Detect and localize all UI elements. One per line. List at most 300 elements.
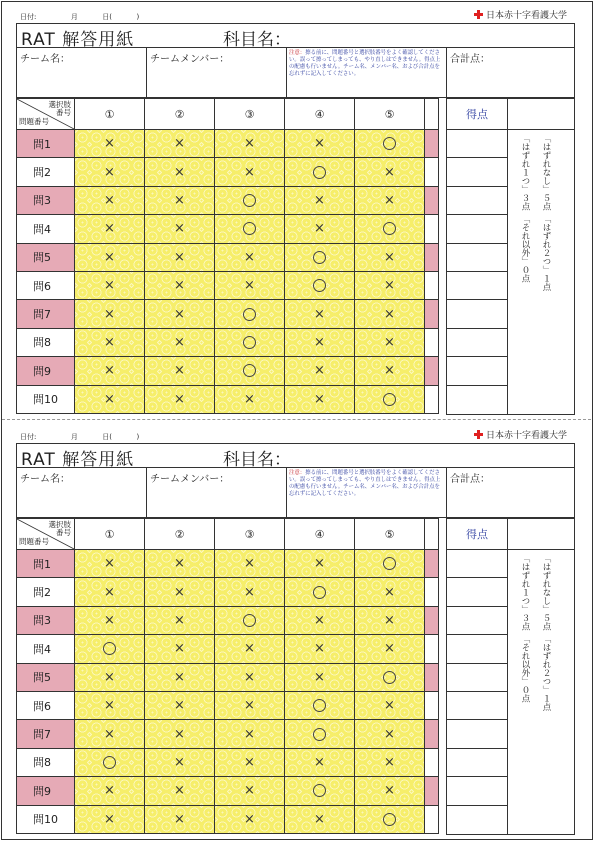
info-row bbox=[16, 467, 575, 518]
score-cell[interactable] bbox=[447, 720, 507, 748]
day-close: ) bbox=[136, 433, 140, 441]
answer-mark-wrong: × bbox=[384, 783, 395, 799]
score-cell[interactable] bbox=[447, 386, 507, 414]
scratch-cell[interactable] bbox=[75, 357, 145, 385]
scratch-cell[interactable] bbox=[285, 805, 355, 833]
score-cell[interactable] bbox=[447, 244, 507, 272]
answer-mark-wrong: × bbox=[104, 556, 115, 572]
row-marker bbox=[425, 385, 439, 413]
scratch-cell[interactable] bbox=[75, 328, 145, 356]
answer-mark-correct bbox=[243, 363, 256, 378]
scratch-cell[interactable] bbox=[215, 186, 285, 214]
scratch-cell[interactable] bbox=[215, 158, 285, 186]
answer-mark-correct bbox=[313, 278, 326, 293]
answer-mark-correct bbox=[383, 392, 396, 407]
answer-mark-wrong: × bbox=[174, 136, 185, 152]
row-marker bbox=[425, 550, 439, 578]
scratch-cell[interactable] bbox=[285, 243, 355, 271]
answer-grid bbox=[16, 518, 439, 834]
scratch-cell[interactable] bbox=[145, 215, 215, 243]
answer-mark-correct bbox=[313, 165, 326, 180]
table-row bbox=[17, 300, 439, 328]
score-panel bbox=[446, 518, 575, 835]
answer-mark-wrong: × bbox=[244, 164, 255, 180]
scratch-cell[interactable] bbox=[355, 300, 425, 328]
score-header: 得点 bbox=[447, 99, 508, 129]
answer-mark-wrong: × bbox=[384, 334, 395, 350]
scratch-cell[interactable] bbox=[145, 357, 215, 385]
question-label: 問7 bbox=[17, 720, 75, 748]
scratch-cell[interactable] bbox=[355, 357, 425, 385]
score-cell[interactable] bbox=[447, 749, 507, 777]
answer-mark-wrong: × bbox=[244, 278, 255, 294]
cut-line bbox=[2, 419, 591, 420]
marker-header bbox=[425, 99, 439, 130]
sheet-header bbox=[16, 8, 575, 23]
scratch-cell[interactable] bbox=[215, 550, 285, 578]
scratch-cell[interactable] bbox=[145, 748, 215, 776]
scratch-cell[interactable] bbox=[75, 300, 145, 328]
scratch-cell[interactable] bbox=[75, 385, 145, 413]
row-marker bbox=[425, 606, 439, 634]
answer-mark-correct bbox=[383, 812, 396, 827]
scratch-cell[interactable] bbox=[75, 130, 145, 158]
day-label: 日( bbox=[102, 13, 113, 21]
answer-mark-wrong: × bbox=[314, 221, 325, 237]
scratch-cell[interactable] bbox=[145, 130, 215, 158]
question-label: 問4 bbox=[17, 215, 75, 243]
row-marker bbox=[425, 805, 439, 833]
answer-mark-wrong: × bbox=[104, 669, 115, 685]
correct-circle-icon bbox=[313, 166, 326, 179]
scratch-cell[interactable] bbox=[215, 635, 285, 663]
score-cell[interactable] bbox=[447, 607, 507, 635]
date-label: 日付: bbox=[20, 433, 37, 441]
team-member-field[interactable] bbox=[147, 468, 287, 517]
answer-mark-wrong: × bbox=[384, 641, 395, 657]
question-number-label: 問題番号 bbox=[19, 117, 49, 126]
answer-mark-wrong: × bbox=[244, 641, 255, 657]
answer-mark-wrong: × bbox=[104, 221, 115, 237]
score-cell[interactable] bbox=[447, 635, 507, 663]
scratch-cell[interactable] bbox=[355, 748, 425, 776]
rule-text: 「はずれなし」５点 「はずれ２つ」１点 bbox=[541, 554, 551, 712]
row-marker bbox=[425, 357, 439, 385]
scratch-cell[interactable] bbox=[355, 635, 425, 663]
scratch-cell[interactable] bbox=[215, 328, 285, 356]
scratch-cell[interactable] bbox=[215, 357, 285, 385]
scratch-cell[interactable] bbox=[75, 606, 145, 634]
answer-mark-wrong: × bbox=[104, 726, 115, 742]
university-logo bbox=[474, 428, 567, 441]
row-marker bbox=[425, 130, 439, 158]
answer-mark-wrong: × bbox=[174, 221, 185, 237]
option-header: ② bbox=[145, 519, 215, 550]
answer-mark-wrong: × bbox=[244, 783, 255, 799]
scratch-cell[interactable] bbox=[145, 720, 215, 748]
member-label: チームメンバー： bbox=[150, 474, 230, 485]
month-label: 月 bbox=[70, 13, 78, 21]
score-cell[interactable] bbox=[447, 550, 507, 578]
answer-mark-correct bbox=[313, 250, 326, 265]
scratch-cell[interactable] bbox=[215, 271, 285, 299]
scratch-cell[interactable] bbox=[215, 691, 285, 719]
answer-mark-correct bbox=[313, 727, 326, 742]
score-cell[interactable] bbox=[447, 357, 507, 385]
answer-mark-wrong: × bbox=[104, 783, 115, 799]
scratch-cell[interactable] bbox=[215, 578, 285, 606]
answer-mark-wrong: × bbox=[104, 192, 115, 208]
day-label: 日( bbox=[102, 433, 113, 441]
answer-mark-correct bbox=[313, 783, 326, 798]
scratch-cell[interactable] bbox=[215, 130, 285, 158]
question-label: 問8 bbox=[17, 328, 75, 356]
answer-mark-wrong: × bbox=[174, 698, 185, 714]
scratch-cell[interactable] bbox=[355, 550, 425, 578]
correct-circle-icon bbox=[313, 586, 326, 599]
scratch-cell[interactable] bbox=[75, 578, 145, 606]
scratch-cell[interactable] bbox=[215, 720, 285, 748]
correct-circle-icon bbox=[383, 671, 396, 684]
scratch-cell[interactable] bbox=[75, 635, 145, 663]
scratch-cell[interactable] bbox=[215, 606, 285, 634]
scratch-cell[interactable] bbox=[215, 215, 285, 243]
scratch-cell[interactable] bbox=[75, 550, 145, 578]
scratch-cell[interactable] bbox=[355, 777, 425, 805]
table-row bbox=[17, 691, 439, 719]
answer-mark-correct bbox=[313, 698, 326, 713]
correct-circle-icon bbox=[103, 642, 116, 655]
answer-mark-wrong: × bbox=[314, 334, 325, 350]
scratch-cell[interactable] bbox=[285, 385, 355, 413]
score-cell[interactable] bbox=[447, 578, 507, 606]
score-cell[interactable] bbox=[447, 215, 507, 243]
answer-grid bbox=[16, 98, 439, 414]
score-cell[interactable] bbox=[447, 158, 507, 186]
team-name-field[interactable] bbox=[17, 468, 147, 517]
option-header: ② bbox=[145, 99, 215, 130]
scratch-cell[interactable] bbox=[285, 635, 355, 663]
correct-circle-icon bbox=[383, 222, 396, 235]
correct-circle-icon bbox=[243, 222, 256, 235]
scratch-cell[interactable] bbox=[145, 186, 215, 214]
answer-mark-wrong: × bbox=[384, 164, 395, 180]
choice-label: 選択肢 bbox=[48, 520, 71, 529]
scratch-cell[interactable] bbox=[285, 271, 355, 299]
answer-mark-wrong: × bbox=[384, 363, 395, 379]
university-logo bbox=[474, 8, 567, 21]
score-cell[interactable] bbox=[447, 692, 507, 720]
total-score-field[interactable] bbox=[447, 468, 574, 517]
answer-mark-wrong: × bbox=[314, 192, 325, 208]
info-row bbox=[16, 47, 575, 98]
scratch-cell[interactable] bbox=[215, 805, 285, 833]
scratch-cell[interactable] bbox=[215, 243, 285, 271]
correct-circle-icon bbox=[313, 251, 326, 264]
scratch-cell[interactable] bbox=[145, 805, 215, 833]
marker-header bbox=[425, 519, 439, 550]
correct-circle-icon bbox=[313, 699, 326, 712]
correct-circle-icon bbox=[383, 813, 396, 826]
option-header: ⑤ bbox=[355, 519, 425, 550]
option-header: ① bbox=[75, 519, 145, 550]
corner-header bbox=[17, 99, 75, 130]
score-cell[interactable] bbox=[447, 187, 507, 215]
table-row bbox=[17, 158, 439, 186]
answer-mark-correct bbox=[383, 556, 396, 571]
note-attention: 注意： bbox=[289, 470, 306, 476]
score-panel bbox=[446, 98, 575, 415]
scratch-cell[interactable] bbox=[285, 777, 355, 805]
score-cell[interactable] bbox=[447, 664, 507, 692]
answer-mark-correct bbox=[383, 136, 396, 151]
sheet-title: RAT 解答用紙 bbox=[21, 30, 135, 50]
answer-mark-wrong: × bbox=[314, 136, 325, 152]
table-row bbox=[17, 243, 439, 271]
correct-circle-icon bbox=[243, 364, 256, 377]
scratch-cell[interactable] bbox=[145, 328, 215, 356]
scratch-cell[interactable] bbox=[355, 130, 425, 158]
correct-circle-icon bbox=[313, 279, 326, 292]
scratch-cell[interactable] bbox=[145, 158, 215, 186]
option-header: ③ bbox=[215, 99, 285, 130]
answer-mark-wrong: × bbox=[314, 306, 325, 322]
scratch-cell[interactable] bbox=[145, 385, 215, 413]
scratch-cell[interactable] bbox=[355, 691, 425, 719]
answer-mark-wrong: × bbox=[174, 391, 185, 407]
scratch-cell[interactable] bbox=[355, 385, 425, 413]
scratch-cell[interactable] bbox=[285, 578, 355, 606]
scratch-cell[interactable] bbox=[355, 328, 425, 356]
question-label: 問7 bbox=[17, 300, 75, 328]
row-marker bbox=[425, 158, 439, 186]
table-row bbox=[17, 663, 439, 691]
row-marker bbox=[425, 720, 439, 748]
team-member-field[interactable] bbox=[147, 48, 287, 97]
score-cell[interactable] bbox=[447, 806, 507, 834]
scratch-cell[interactable] bbox=[215, 300, 285, 328]
scratch-cell[interactable] bbox=[145, 635, 215, 663]
scratch-cell[interactable] bbox=[285, 130, 355, 158]
answer-mark-wrong: × bbox=[314, 641, 325, 657]
correct-circle-icon bbox=[383, 557, 396, 570]
answer-mark-wrong: × bbox=[244, 249, 255, 265]
scratch-cell[interactable] bbox=[145, 271, 215, 299]
scratch-cell[interactable] bbox=[75, 215, 145, 243]
note-attention: 注意： bbox=[289, 50, 306, 56]
scratch-cell[interactable] bbox=[355, 663, 425, 691]
scratch-cell[interactable] bbox=[285, 357, 355, 385]
score-cell[interactable] bbox=[447, 272, 507, 300]
day-close: ) bbox=[136, 13, 140, 21]
answer-mark-wrong: × bbox=[384, 278, 395, 294]
scratch-cell[interactable] bbox=[215, 777, 285, 805]
question-label: 問3 bbox=[17, 606, 75, 634]
scratch-cell[interactable] bbox=[215, 385, 285, 413]
answer-mark-wrong: × bbox=[314, 612, 325, 628]
correct-circle-icon bbox=[243, 614, 256, 627]
correct-circle-icon bbox=[243, 194, 256, 207]
score-column bbox=[447, 130, 508, 414]
question-number-label: 問題番号 bbox=[19, 537, 49, 546]
scratch-cell[interactable] bbox=[145, 578, 215, 606]
row-marker bbox=[425, 186, 439, 214]
scratch-cell[interactable] bbox=[75, 158, 145, 186]
scratch-cell[interactable] bbox=[75, 720, 145, 748]
table-row bbox=[17, 550, 439, 578]
total-label: 合計点： bbox=[450, 474, 490, 485]
scratch-cell[interactable] bbox=[145, 606, 215, 634]
scratch-cell[interactable] bbox=[355, 805, 425, 833]
header-row bbox=[17, 99, 439, 130]
scratch-cell[interactable] bbox=[145, 300, 215, 328]
scratch-cell[interactable] bbox=[355, 578, 425, 606]
university-name: 日本赤十字看護大学 bbox=[485, 11, 567, 21]
row-marker bbox=[425, 578, 439, 606]
answer-mark-wrong: × bbox=[174, 669, 185, 685]
correct-circle-icon bbox=[313, 728, 326, 741]
answer-mark-wrong: × bbox=[174, 641, 185, 657]
scratch-cell[interactable] bbox=[285, 748, 355, 776]
scoring-rules bbox=[508, 550, 574, 834]
scratch-cell[interactable] bbox=[75, 243, 145, 271]
answer-mark-wrong: × bbox=[174, 811, 185, 827]
row-marker bbox=[425, 663, 439, 691]
score-header-row bbox=[447, 519, 574, 550]
answer-mark-wrong: × bbox=[244, 811, 255, 827]
scratch-cell[interactable] bbox=[355, 215, 425, 243]
row-marker bbox=[425, 635, 439, 663]
caution-note bbox=[287, 468, 447, 517]
correct-circle-icon bbox=[383, 393, 396, 406]
question-label: 問5 bbox=[17, 663, 75, 691]
number-label: 番号 bbox=[56, 108, 71, 117]
scratch-cell[interactable] bbox=[145, 243, 215, 271]
scratch-cell[interactable] bbox=[285, 663, 355, 691]
scratch-cell[interactable] bbox=[355, 271, 425, 299]
correct-circle-icon bbox=[313, 784, 326, 797]
scratch-cell[interactable] bbox=[285, 300, 355, 328]
scratch-cell[interactable] bbox=[75, 748, 145, 776]
answer-mark-wrong: × bbox=[104, 278, 115, 294]
total-score-field[interactable] bbox=[447, 48, 574, 97]
answer-mark-wrong: × bbox=[104, 136, 115, 152]
scratch-cell[interactable] bbox=[145, 663, 215, 691]
title-box bbox=[16, 443, 575, 470]
answer-sheet bbox=[16, 428, 575, 827]
scratch-cell[interactable] bbox=[75, 663, 145, 691]
number-label: 番号 bbox=[56, 528, 71, 537]
answer-mark-wrong: × bbox=[244, 136, 255, 152]
scratch-cell[interactable] bbox=[75, 691, 145, 719]
answer-mark-wrong: × bbox=[104, 249, 115, 265]
answer-mark-wrong: × bbox=[244, 726, 255, 742]
answer-mark-wrong: × bbox=[244, 669, 255, 685]
table-row bbox=[17, 748, 439, 776]
scratch-cell[interactable] bbox=[75, 186, 145, 214]
table-row bbox=[17, 720, 439, 748]
scratch-cell[interactable] bbox=[355, 243, 425, 271]
scratch-cell[interactable] bbox=[215, 748, 285, 776]
scratch-cell[interactable] bbox=[75, 271, 145, 299]
answer-mark-wrong: × bbox=[314, 391, 325, 407]
score-cell[interactable] bbox=[447, 777, 507, 805]
date-label: 日付: bbox=[20, 13, 37, 21]
scratch-cell[interactable] bbox=[215, 663, 285, 691]
scratch-cell[interactable] bbox=[145, 550, 215, 578]
scratch-cell[interactable] bbox=[285, 606, 355, 634]
scratch-cell[interactable] bbox=[355, 606, 425, 634]
score-header: 得点 bbox=[447, 519, 508, 549]
note-text: 擦る前に、問題番号と選択肢番号をよく確認してください。誤って擦ってしまっても、やり直しはできません。得点上の配慮も行いません。チーム名、メンバー名、および合計点を忘れずに記入してください。 bbox=[289, 470, 441, 497]
scratch-cell[interactable] bbox=[285, 158, 355, 186]
answer-mark-correct bbox=[313, 585, 326, 600]
answer-mark-correct bbox=[383, 221, 396, 236]
table-row bbox=[17, 186, 439, 214]
scratch-cell[interactable] bbox=[285, 328, 355, 356]
answer-mark-wrong: × bbox=[244, 754, 255, 770]
scratch-cell[interactable] bbox=[145, 777, 215, 805]
score-cell[interactable] bbox=[447, 300, 507, 328]
table-row bbox=[17, 271, 439, 299]
table-row bbox=[17, 385, 439, 413]
scratch-cell[interactable] bbox=[75, 777, 145, 805]
month-label: 月 bbox=[70, 433, 78, 441]
table-row bbox=[17, 635, 439, 663]
total-label: 合計点： bbox=[450, 54, 490, 65]
answer-mark-correct bbox=[103, 641, 116, 656]
scratch-cell[interactable] bbox=[145, 691, 215, 719]
red-cross-icon bbox=[474, 430, 483, 439]
score-header-row bbox=[447, 99, 574, 130]
answer-mark-wrong: × bbox=[314, 811, 325, 827]
team-label: チーム名： bbox=[20, 474, 70, 485]
sheet-header bbox=[16, 428, 575, 443]
option-header: ④ bbox=[285, 99, 355, 130]
team-name-field[interactable] bbox=[17, 48, 147, 97]
scratch-cell[interactable] bbox=[285, 186, 355, 214]
score-cell[interactable] bbox=[447, 329, 507, 357]
scratch-cell[interactable] bbox=[285, 720, 355, 748]
scratch-cell[interactable] bbox=[285, 550, 355, 578]
scratch-cell[interactable] bbox=[355, 158, 425, 186]
option-header: ④ bbox=[285, 519, 355, 550]
question-label: 問3 bbox=[17, 186, 75, 214]
question-label: 問2 bbox=[17, 158, 75, 186]
answer-mark-correct bbox=[243, 307, 256, 322]
answer-mark-wrong: × bbox=[174, 783, 185, 799]
correct-circle-icon bbox=[103, 756, 116, 769]
score-cell[interactable] bbox=[447, 130, 507, 158]
scratch-cell[interactable] bbox=[285, 691, 355, 719]
row-marker bbox=[425, 271, 439, 299]
row-marker bbox=[425, 777, 439, 805]
answer-mark-wrong: × bbox=[174, 278, 185, 294]
header-row bbox=[17, 519, 439, 550]
scratch-cell[interactable] bbox=[285, 215, 355, 243]
sheet-title: RAT 解答用紙 bbox=[21, 450, 135, 470]
scratch-cell[interactable] bbox=[355, 720, 425, 748]
red-cross-icon bbox=[474, 10, 483, 19]
scratch-cell[interactable] bbox=[75, 805, 145, 833]
subject-label: 科目名： bbox=[223, 450, 291, 470]
question-label: 問9 bbox=[17, 357, 75, 385]
scratch-cell[interactable] bbox=[355, 186, 425, 214]
table-row bbox=[17, 357, 439, 385]
row-marker bbox=[425, 215, 439, 243]
corner-header bbox=[17, 519, 75, 550]
answer-mark-wrong: × bbox=[244, 391, 255, 407]
